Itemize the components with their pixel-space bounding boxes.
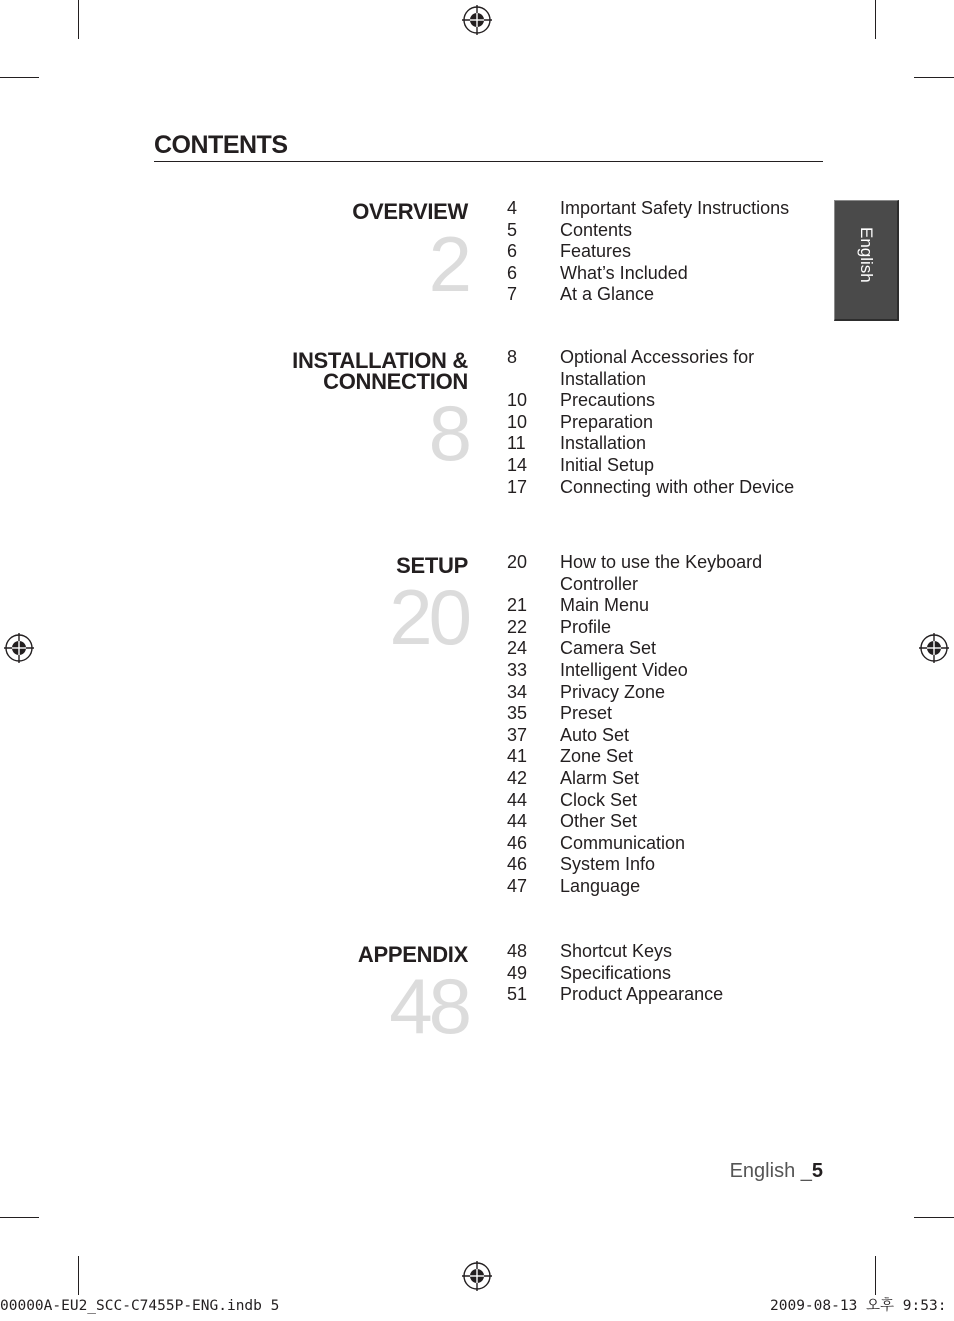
toc-entry-title: System Info [560, 854, 656, 875]
toc-entry-title: Connecting with other Device [560, 476, 795, 497]
language-tab-label: English [857, 227, 876, 283]
toc-entry[interactable] [507, 833, 827, 855]
section-number-setup: 20 [389, 573, 468, 661]
toc-entry[interactable] [507, 963, 827, 985]
toc-list-installation [507, 347, 827, 498]
section-heading-overview: OVERVIEW [352, 199, 468, 224]
toc-page-number: 44 [507, 789, 528, 810]
toc-page-number: 37 [507, 724, 528, 745]
toc-entry-title: How to use the Keyboard Controller [560, 552, 763, 594]
toc-page-number: 24 [507, 638, 528, 659]
toc-entry-title: Important Safety Instructions [560, 198, 790, 218]
toc-entry[interactable] [507, 477, 827, 499]
toc-entry-title: Preset [560, 703, 613, 724]
toc-page-number: 10 [507, 411, 528, 432]
crop-mark [0, 1217, 39, 1218]
toc-page-number: 17 [507, 476, 528, 497]
toc-entry[interactable] [507, 241, 827, 263]
toc-page-number: 8 [507, 347, 518, 367]
toc-entry[interactable] [507, 811, 827, 833]
toc-page-number: 47 [507, 875, 528, 896]
toc-list-overview [507, 198, 827, 306]
toc-page-number: 6 [507, 241, 518, 262]
footer-label: English _ [729, 1160, 812, 1182]
crop-mark [914, 77, 954, 78]
toc-entry-title: What’s Included [560, 262, 688, 283]
toc-entry[interactable] [507, 790, 827, 812]
registration-mark-icon [4, 633, 34, 663]
registration-mark-icon [919, 633, 949, 663]
registration-mark-icon [462, 5, 492, 35]
crop-mark [78, 0, 79, 39]
toc-entry[interactable] [507, 746, 827, 768]
toc-entry-title: Features [560, 241, 632, 262]
toc-page-number: 4 [507, 198, 518, 218]
toc-entry[interactable] [507, 263, 827, 285]
toc-entry-title: Main Menu [560, 595, 650, 616]
toc-page-number: 14 [507, 454, 528, 475]
toc-page-number: 7 [507, 284, 518, 305]
toc-entry-title: Optional Accessories for Installation [560, 347, 755, 389]
toc-entry[interactable] [507, 984, 827, 1006]
section-heading-appendix: APPENDIX [357, 942, 468, 967]
toc-entry[interactable] [507, 617, 827, 639]
toc-entry-title: Shortcut Keys [560, 941, 673, 961]
toc-entry[interactable] [507, 198, 827, 220]
toc-page-number: 33 [507, 659, 528, 680]
toc-entry-title: Precautions [560, 390, 656, 411]
toc-page-number: 41 [507, 746, 528, 767]
toc-entry-title: Zone Set [560, 746, 634, 767]
toc-entry-title: Privacy Zone [560, 681, 666, 702]
section-heading-setup: SETUP [396, 553, 468, 578]
toc-entry[interactable] [507, 941, 827, 963]
crop-mark [875, 0, 876, 39]
toc-page-number: 11 [507, 433, 526, 454]
footer-page-number: 5 [811, 1160, 823, 1182]
toc-entry-title: Intelligent Video [560, 659, 688, 680]
toc-page-number: 22 [507, 616, 528, 637]
toc-entry[interactable] [507, 725, 827, 747]
toc-entry-title: Initial Setup [560, 454, 655, 475]
toc-entry-title: Specifications [560, 962, 672, 983]
toc-page-number: 44 [507, 811, 528, 832]
section-heading-line: CONNECTION [323, 369, 468, 394]
toc-entry[interactable] [507, 595, 827, 617]
print-slug-file: 00000A-EU2_SCC-C7455P-ENG.indb 5 [0, 1298, 280, 1314]
toc-page-number: 51 [507, 984, 528, 1005]
toc-entry[interactable] [507, 412, 827, 434]
toc-entry-title: Communication [560, 832, 686, 853]
section-heading-line: INSTALLATION & [292, 348, 468, 373]
toc-entry-title: Preparation [560, 411, 654, 432]
toc-page-number: 49 [507, 962, 528, 983]
toc-page-number: 10 [507, 390, 528, 411]
toc-entry-title: Auto Set [560, 724, 630, 745]
toc-list-appendix [507, 941, 827, 1006]
title-rule [154, 161, 823, 162]
section-number-installation: 8 [428, 389, 468, 477]
toc-page-number: 5 [507, 219, 518, 240]
toc-entry[interactable] [507, 433, 827, 455]
toc-page-number: 46 [507, 832, 528, 853]
toc-entry[interactable] [507, 854, 827, 876]
toc-page-number: 20 [507, 552, 528, 572]
registration-mark-icon [462, 1261, 492, 1291]
toc-page-number: 48 [507, 941, 528, 961]
toc-list-setup [507, 552, 827, 898]
section-number-appendix: 48 [389, 962, 468, 1050]
page-title: CONTENTS [154, 131, 288, 159]
toc-entry-title: Profile [560, 616, 612, 637]
crop-mark [875, 1256, 876, 1295]
toc-page-number: 35 [507, 703, 528, 724]
toc-entry[interactable] [507, 703, 827, 725]
toc-entry-title: Other Set [560, 811, 638, 832]
toc-entry[interactable] [507, 390, 827, 412]
toc-entry-title: Camera Set [560, 638, 657, 659]
toc-entry[interactable] [507, 455, 827, 477]
section-heading-installation [292, 350, 468, 392]
language-tab [834, 200, 899, 321]
toc-page-number: 46 [507, 854, 528, 875]
toc-entry[interactable] [507, 552, 827, 595]
toc-entry[interactable] [507, 347, 827, 390]
crop-mark [914, 1217, 954, 1218]
toc-entry[interactable] [507, 768, 827, 790]
toc-entry-title: Installation [560, 433, 647, 454]
toc-entry[interactable] [507, 682, 827, 704]
toc-entry[interactable] [507, 876, 827, 898]
section-number-overview: 2 [428, 220, 468, 308]
toc-page-number: 21 [507, 595, 528, 616]
toc-entry[interactable] [507, 284, 827, 306]
toc-entry-title: Contents [560, 219, 633, 240]
toc-entry-title: Alarm Set [560, 767, 640, 788]
crop-mark [78, 1256, 79, 1295]
toc-entry-title: Clock Set [560, 789, 638, 810]
toc-page-number: 42 [507, 767, 528, 788]
print-slug-timestamp: 2009-08-13 오후 9:53: [770, 1298, 947, 1314]
toc-entry[interactable] [507, 638, 827, 660]
toc-entry-title: Language [560, 875, 641, 896]
toc-entry-title: Product Appearance [560, 984, 724, 1005]
crop-mark [0, 77, 39, 78]
toc-entry-title: At a Glance [560, 284, 655, 305]
page-footer [730, 1158, 823, 1184]
toc-entry[interactable] [507, 660, 827, 682]
toc-page-number: 6 [507, 262, 518, 283]
toc-page-number: 34 [507, 681, 528, 702]
toc-entry[interactable] [507, 220, 827, 242]
